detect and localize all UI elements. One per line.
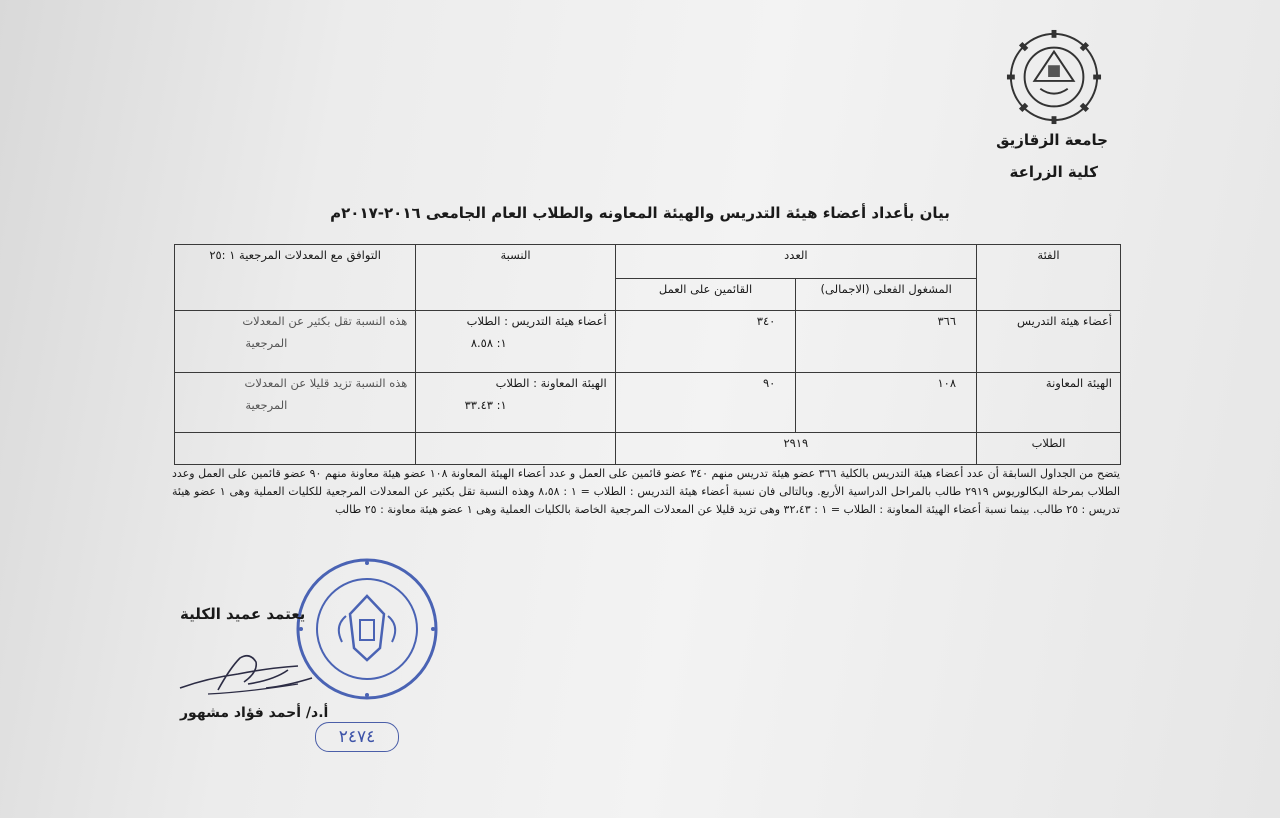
handwritten-number: ٢٤٧٤ <box>315 722 399 752</box>
ratio-value: ١: ٨.٥٨ <box>470 336 507 350</box>
header-actual: المشغول الفعلى (الاجمالى) <box>796 279 977 311</box>
ratio-label: الهيئة المعاونة : الطلاب <box>495 376 607 390</box>
row-actual: ١٠٨ <box>796 373 977 433</box>
header-ratio: النسبة <box>416 245 615 311</box>
header-present: القائمين على العمل <box>615 279 796 311</box>
compliance-line-1: هذه النسبة تزيد قليلا عن المعدلات <box>244 376 408 390</box>
header-category: الفئة <box>977 245 1121 311</box>
header-compliance: التوافق مع المعدلات المرجعية ١ :٢٥ <box>175 245 416 311</box>
row-compliance <box>175 373 416 433</box>
row-ratio <box>416 311 615 373</box>
dean-name: أ.د/ أحمد فؤاد مشهور <box>180 705 329 721</box>
row-actual: ٣٦٦ <box>796 311 977 373</box>
row-category: الطلاب <box>977 433 1121 465</box>
handwritten-signature <box>178 648 318 700</box>
empty-cell <box>175 433 416 465</box>
university-name: جامعة الزقازيق <box>996 131 1108 149</box>
page-title: بيان بأعداد أعضاء هيئة التدريس والهيئة المعاونه والطلاب العام الجامعى ٢٠١٦-٢٠١٧م <box>330 204 950 222</box>
row-ratio <box>416 373 615 433</box>
row-category: أعضاء هيئة التدريس <box>977 311 1121 373</box>
table-row <box>175 311 1121 373</box>
staff-table <box>174 244 1121 465</box>
header-count: العدد <box>615 245 976 279</box>
summary-paragraph: يتضح من الجداول السابقة أن عدد أعضاء هيئة التدريس بالكلية ٣٦٦ عضو هيئة تدريس منهم ٣٤٠ عضو قائمين على العمل و عدد أعضاء الهيئة المعاونة ١٠٨ عضو هيئة معاونة منهم ٩٠ عضو قائمين على العمل وعدد الطلاب بمرحلة البكالوريوس ٢٩١٩ طالب بالمراحل الدراسية الأربع. وبالتالى فان نسبة أعضاء هيئة التدريس : الطلاب = ١ : ٨،٥٨ وهذه النسبة تقل بكثير عن المعدلات المرجعية للكليات العملية وهى ١ عضو هيئة تدريس : ٢٥ طالب. بينما نسبة أعضاء الهيئة المعاونة : الطلاب = ١ : ٣٢،٤٣ وهى تزيد قليلا عن المعدلات المرجعية الخاصة بالكليات العملية وهى ١ عضو هيئة معاونة : ٢٥ طالب <box>172 467 1120 516</box>
compliance-line-2: المرجعية <box>245 336 288 350</box>
table-row <box>175 373 1121 433</box>
faculty-logo <box>1005 28 1103 126</box>
faculty-name: كلية الزراعة <box>1009 163 1098 181</box>
table-row <box>175 433 1121 465</box>
compliance-line-2: المرجعية <box>245 398 288 412</box>
row-compliance <box>175 311 416 373</box>
row-present: ٩٠ <box>615 373 796 433</box>
ratio-label: أعضاء هيئة التدريس : الطلاب <box>466 314 607 328</box>
students-count: ٢٩١٩ <box>615 433 976 465</box>
ratio-value: ١: ٣٣.٤٣ <box>464 398 507 412</box>
row-present: ٣٤٠ <box>615 311 796 373</box>
empty-cell <box>416 433 615 465</box>
compliance-line-1: هذه النسبة تقل بكثير عن المعدلات <box>242 314 408 328</box>
approval-text: يعتمد عميد الكلية <box>180 605 306 623</box>
row-category: الهيئة المعاونة <box>977 373 1121 433</box>
